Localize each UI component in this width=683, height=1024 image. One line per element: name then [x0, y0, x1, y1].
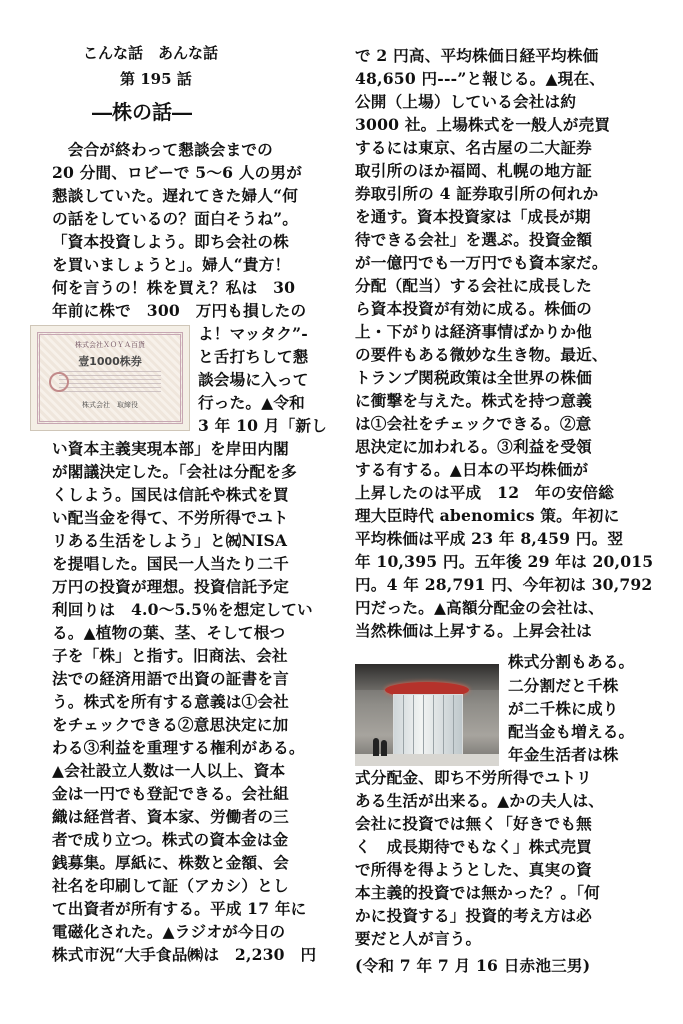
text-line: 待できる会社」を選ぶ。投資金額 [355, 230, 593, 249]
text-line: 分配（配当）する会社に成長した [355, 276, 592, 295]
text-line: 円だった。▲高額分配金の会社は、 [355, 598, 605, 617]
text-line: 株式市況“大手食品㈱は 2,230 円 [52, 945, 317, 964]
text-line: 48,650 円---”と報じる。▲現在、 [355, 69, 606, 88]
text-line: 公開（上場）している会社は約 [355, 92, 577, 111]
certificate-amount: 壹1000株券 [78, 355, 142, 368]
text-line: ある生活が出来る。▲かの夫人は、 [355, 791, 605, 810]
text-line: ら資本投資が有効に成る。株価の [355, 299, 592, 318]
text-line: 懇談していた。遅れてきた婦人“何 [52, 186, 299, 205]
text-line: する有する。▲日本の平均株価が [355, 460, 589, 479]
text-line: る。▲植物の葉、茎、そして根つ [52, 623, 286, 642]
text-line: 上昇したのは平成 12 年の安倍総 [355, 483, 615, 502]
text-line: に衝撃を与えた。株式を持つ意義 [355, 391, 592, 410]
text-line: て出資者が所有する。平成 17 年に [52, 899, 307, 918]
text-line: い配当金を得て、不労所得でユト [52, 508, 289, 527]
text-line: 何を言うの！株を買え？私は 30 [52, 278, 296, 297]
text-line: よ！マッタク”- [198, 324, 308, 343]
glass-cylinder [393, 694, 463, 758]
text-line: 3 年 10 月「新し [198, 416, 328, 435]
text-line: 万円の投資が理想。投資信託予定 [52, 577, 289, 596]
stock-exchange-photo [355, 664, 499, 766]
text-line: かに投資する」投資的考え方は必 [355, 906, 592, 925]
text-line: 券取引所の 4 証券取引所の何れか [355, 184, 599, 203]
text-line: わる③利益を重理する権利がある。 [52, 738, 305, 757]
certificate-footer: 株式会社 取締役 [82, 401, 138, 409]
text-line: ▲会社設立人数は一人以上、資本 [52, 761, 286, 780]
text-line: トランプ関税政策は全世界の株価 [355, 368, 592, 387]
text-line: 上・下がりは経済事情ばかりか他 [355, 322, 592, 341]
text-line: するには東京、名古屋の二大証券 [355, 138, 592, 157]
text-line: をチェックできる②意思決定に加 [52, 715, 289, 734]
text-line: を買いましょうと」。婦人“貴方！ [52, 255, 291, 274]
text-line: 株式分割もある。 [508, 652, 635, 671]
certificate-print-lines [59, 370, 161, 392]
text-line: 取引所のほか福岡、札幌の地方証 [355, 161, 592, 180]
text-line: リある生活をしよう」と㈷NISA [52, 531, 288, 550]
text-line: 平均株価は平成 23 年 8,459 円。翌 [355, 529, 624, 548]
text-line: 20 分間、ロビーで 5～6 人の男が [52, 163, 302, 182]
certificate-heading: 株式会社ＸＯＹＡ百貨 [75, 341, 145, 349]
text-line: で 2 円高、平均株価日経平均株価 [355, 46, 599, 65]
text-line: で所得を得ようとした、真実の資 [355, 860, 592, 879]
text-line: 電磁化された。▲ラジオが今日の [52, 922, 286, 941]
text-line: 年 10,395 円。五年後 29 年は 20,015 [355, 552, 654, 571]
text-line: 行った。▲令和 [198, 393, 305, 412]
text-line: の要件もある微妙な生き物。最近、 [355, 345, 608, 364]
text-line: 年前に株で 300 万円も損したの [52, 301, 307, 320]
text-line: 金は一円でも登記できる。会社組 [52, 784, 289, 803]
text-line: 子を「株」と指す。旧商法、会社 [52, 646, 288, 665]
text-line: い資本主義実現本部」を岸田内閣 [52, 439, 289, 458]
text-line: を通す。資本投資家は「成長が期 [355, 207, 591, 226]
text-line: が一億円でも一万円でも資本家だ。 [355, 253, 608, 272]
text-line: と舌打ちして懇 [198, 347, 309, 366]
text-line: 談会場に入って [198, 370, 309, 389]
text-line: 要だと人が言う。 [355, 929, 482, 948]
text-line: が二千株に成り [508, 699, 619, 718]
text-line: く 成長期待でもなく」株式売買 [355, 837, 592, 856]
text-line: は①会社をチェックできる。②意 [355, 414, 592, 433]
text-line: 「資本投資しよう。即ち会社の株 [52, 232, 289, 251]
stock-certificate-image [30, 325, 190, 431]
text-line: 3000 社。上場株式を一般人が売買 [355, 115, 611, 134]
text-line: 会合が終わって懇談会までの [52, 140, 273, 159]
text-line: 年金生活者は株 [508, 745, 619, 764]
article-title: ―株の話― [92, 100, 192, 124]
text-line: 二分割だと千株 [508, 676, 619, 695]
text-line: 会社に投資では無く「好きでも無 [355, 814, 592, 833]
text-line: 法での経済用語で出資の証書を言 [52, 669, 289, 688]
text-line: 理大臣時代 abenomics 策。年初に [355, 506, 620, 525]
text-line: 者で成り立つ。株式の資本金は金 [52, 830, 289, 849]
author-signature: (令和 7 年 7 月 16 日赤池三男) [355, 956, 591, 975]
text-line: 配当金も増える。 [508, 722, 635, 741]
text-line: 本主義的投資では無かった？。「何 [355, 883, 600, 902]
series-title: こんな話 あんな話 [83, 44, 219, 62]
certificate-seal-icon [49, 372, 69, 392]
person-figure [381, 740, 387, 756]
text-line: う。株式を所有する意義は①会社 [52, 692, 289, 711]
text-line: くしよう。国民は信託や株式を買 [52, 485, 289, 504]
text-line: 思決定に加われる。③利益を受領 [355, 437, 592, 456]
text-line: が閣議決定した。「会社は分配を多 [52, 462, 297, 481]
text-line: 利回りは 4.0～5.5％を想定してい [52, 600, 313, 619]
episode-number: 第 195 話 [120, 70, 192, 88]
text-line: 式分配金、即ち不労所得でユトリ [355, 768, 592, 787]
person-figure [373, 738, 379, 756]
text-line: の話をしているの？面白そうね”。 [52, 209, 299, 228]
text-line: 織は経営者、資本家、労働者の三 [52, 807, 289, 826]
text-line: 円。4 年 28,791 円、今年初は 30,792 [355, 575, 653, 594]
text-line: 銭募集。厚紙に、株数と金額、会 [52, 853, 289, 872]
text-line: を提唱した。国民一人当たり二千 [52, 554, 289, 573]
text-line: 当然株価は上昇する。上昇会社は [355, 621, 592, 640]
text-line: 社名を印刷して証（アカシ）とし [52, 876, 289, 895]
